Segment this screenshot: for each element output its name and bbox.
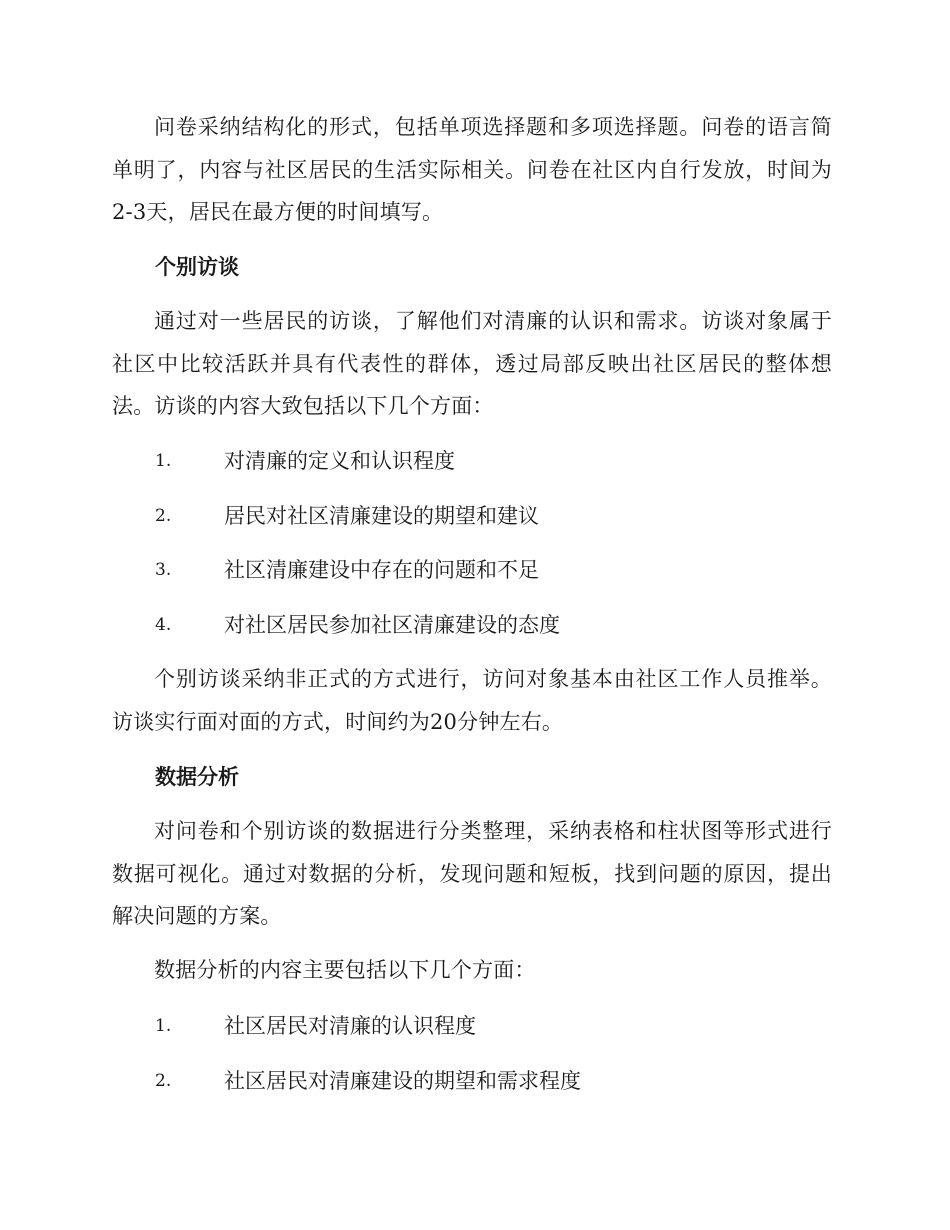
list-item-text: 对清廉的定义和认识程度: [224, 449, 455, 473]
list-item: [155, 1066, 855, 1096]
list-item-text: 社区清廉建设中存在的问题和不足: [224, 558, 539, 582]
list-item-text: 对社区居民参加社区清廉建设的态度: [224, 613, 560, 637]
list-item: [155, 501, 855, 531]
heading-data-analysis: 数据分析: [155, 764, 239, 789]
list-item: [155, 1011, 855, 1041]
paragraph-analysis-intro: 对问卷和个别访谈的数据进行分类整理，采纳表格和柱状图等形式进行数据可视化。通过对数据的分析，发现问题和短板，找到问题的原因，提出解决问题的方案。: [112, 819, 832, 928]
list-item-number: 1.: [155, 451, 172, 471]
list-item-text: 社区居民对清廉的认识程度: [224, 1014, 476, 1038]
list-item: [155, 555, 855, 585]
list-item-number: 4.: [155, 615, 172, 635]
list-item-number: 3.: [155, 560, 172, 580]
paragraph-interview-intro: 通过对一些居民的访谈，了解他们对清廉的认识和需求。访谈对象属于社区中比较活跃并具有代表性的群体，透过局部反映出社区居民的整体想法。访谈的内容大致包括以下几个方面：: [112, 309, 832, 418]
list-item-number: 2.: [155, 506, 172, 526]
list-item-number: 2.: [155, 1071, 172, 1091]
heading-individual-interview: 个别访谈: [155, 254, 239, 279]
paragraph-interview-method: 个别访谈采纳非正式的方式进行，访问对象基本由社区工作人员推举。访谈实行面对面的方式，时间约为20分钟左右。: [112, 667, 832, 734]
list-item-text: 社区居民对清廉建设的期望和需求程度: [224, 1069, 581, 1093]
paragraph-questionnaire: 问卷采纳结构化的形式，包括单项选择题和多项选择题。问卷的语言简单明了，内容与社区居民的生活实际相关。问卷在社区内自行发放，时间为2-3天，居民在最方便的时间填写。: [112, 115, 832, 224]
list-item-number: 1.: [155, 1016, 172, 1036]
list-item-text: 居民对社区清廉建设的期望和建议: [224, 504, 539, 528]
list-item: [155, 446, 855, 476]
list-item: [155, 610, 855, 640]
paragraph-analysis-aspects: 数据分析的内容主要包括以下几个方面：: [154, 958, 536, 982]
